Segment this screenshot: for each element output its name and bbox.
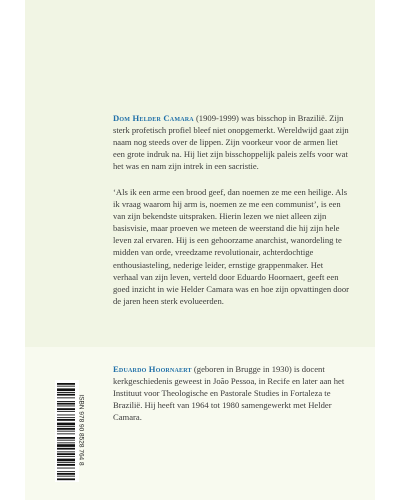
barcode-bar [57, 473, 75, 475]
barcode-bar [57, 426, 75, 427]
barcode-bar [57, 415, 75, 416]
barcode-bar [57, 408, 75, 410]
barcode-bar [57, 444, 75, 447]
barcode-bar [57, 442, 75, 443]
barcode-bar [57, 388, 75, 391]
barcode-bar [57, 403, 75, 405]
barcode-bar [57, 453, 75, 455]
barcode-bar [57, 401, 75, 402]
barcode-bar [57, 476, 75, 477]
barcode-bar [57, 406, 75, 407]
barcode-bar [57, 437, 75, 439]
barcode-bar [57, 451, 75, 452]
isbn-number: ISBN 978 90 8528 764 8 [77, 394, 85, 466]
barcode-bar [57, 411, 75, 412]
barcode-bar [57, 386, 75, 387]
barcode-bar [57, 431, 75, 432]
barcode-bar [57, 392, 75, 393]
barcode-bar [57, 448, 75, 450]
barcode-bar [57, 423, 75, 426]
barcode-bar [57, 471, 75, 472]
biography-paragraph [113, 112, 349, 172]
summary-paragraph [113, 186, 349, 307]
summary-text: ‘Als ik een arme een brood geef, dan noemen ze me een heilige. Als ik vraag waarom hij arm is, noemen ze me een communist’, is een van zijn bekendste uitspraken. Hierin lezen we niet alleen zijn basisvisie, maar proeven we meteen de weerstand die hij zijn hele leven zal ervaren. Hij is een gehoorzame anarchist, wanordeling te midden van orde, vreedzame revolutionair, achterdochtige enthousiasteling, nederige leider, ernstige grappenmaker. Het verhaal van zijn leven, verteld door Eduardo Hoornaert, geeft een goed inzicht in wie Helder Camara was en hoe zijn opvattingen door de jaren heen sterk evolueerden. [113, 187, 350, 306]
book-back-cover [25, 0, 375, 500]
barcode-bar [57, 464, 75, 466]
barcode-bar [57, 397, 75, 398]
barcode-bar [57, 383, 75, 385]
author-text: (geboren in Brugge in 1930) is docent kerkgeschiedenis geweest in João Pessoa, in Recife en later aan het Instituut voor Theologische en Pastorale Studies in Fortaleza te Brazilië. Hij heeft van 1964 tot 1980 samengewerkt met Helder Camara. [113, 364, 345, 423]
author-paragraph [113, 363, 349, 423]
subject-name: Dom Helder Camara [113, 113, 194, 123]
barcode-bar [57, 459, 75, 462]
barcode-bar [57, 433, 75, 434]
barcode-bar [57, 394, 75, 396]
barcode-bar [57, 462, 75, 463]
barcode-bar [57, 478, 75, 480]
barcode-bar [57, 456, 75, 457]
barcode [55, 380, 79, 482]
barcode-bar [57, 419, 75, 421]
author-name: Eduardo Hoornaert [113, 364, 192, 374]
barcode-bar [57, 417, 75, 418]
barcode-bar [57, 440, 75, 441]
biography-text: (1909-1999) was bisschop in Brazilië. Zijn sterk profetisch profiel bleef niet onopgemerkt. Wereldwijd gaat zijn naam nog steeds over de lippen. Zijn voorkeur voor de armen liet een grote indruk na. Hij liet zijn bisschoppelijk paleis zelfs voor wat het was en nam zijn intrek in een sacristie. [113, 113, 349, 172]
barcode-graphic [55, 380, 79, 482]
barcode-bar [57, 468, 75, 469]
barcode-bar [57, 428, 75, 430]
